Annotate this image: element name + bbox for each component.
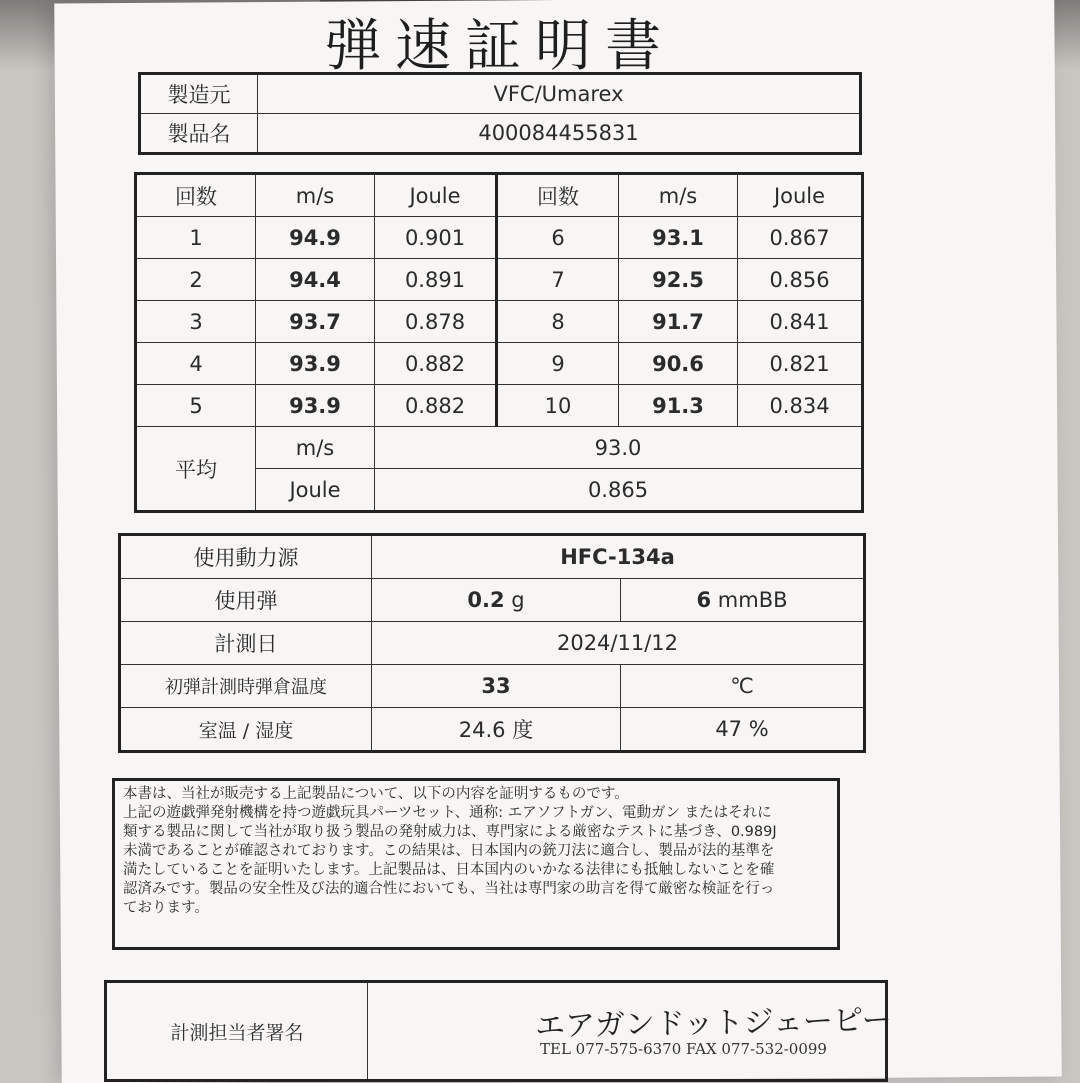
shot-velocity: 93.7: [256, 301, 375, 343]
shot-number: 2: [136, 259, 256, 301]
shot-number: 6: [497, 217, 619, 259]
bb-row: [120, 579, 865, 622]
date-value: 2024/11/12: [372, 622, 865, 665]
shot-energy: 0.841: [738, 301, 863, 343]
shot-velocity: 90.6: [619, 343, 738, 385]
notice-line: 本書は、当社が販売する上記製品について、以下の内容を証明するものです。: [123, 786, 629, 802]
shot-energy: 0.821: [738, 343, 863, 385]
shot-number: 10: [497, 385, 619, 427]
certificate-title: 弾速証明書: [325, 14, 675, 79]
signature-stamp-name: エアガンドットジェーピー: [534, 1002, 893, 1045]
shot-velocity: 91.7: [619, 301, 738, 343]
temp-unit: ℃: [621, 665, 865, 708]
room-label: 室温 / 湿度: [120, 708, 372, 752]
shot-energy: 0.882: [375, 343, 497, 385]
header-row: [136, 174, 863, 217]
notice-line: 未満であることが確認されております。この結果は、日本国内の銃刀法に適合し、製品が法的基準を: [123, 843, 775, 859]
joule-header: Joule: [375, 174, 497, 217]
shot-number: 1: [136, 217, 256, 259]
temp-value: 33: [372, 665, 621, 708]
average-joule-value: 0.865: [375, 469, 863, 512]
joule-header: Joule: [738, 174, 863, 217]
notice-line: 類する製品に関して当社が取り扱う製品の発射威力は、専門家による厳密なテストに基づき、0.989J: [123, 824, 777, 840]
shot-energy: 0.901: [375, 217, 497, 259]
bb-label: 使用弾: [120, 579, 372, 622]
shot-number: 5: [136, 385, 256, 427]
notice-box: [112, 778, 840, 950]
shot-number: 9: [497, 343, 619, 385]
bb-size-value: 6: [696, 588, 712, 612]
bb-weight: [372, 579, 621, 622]
product-row: [140, 114, 861, 154]
bb-size-unit: mmBB: [717, 588, 788, 612]
average-ms-label: m/s: [256, 427, 375, 469]
shot-number: 3: [136, 301, 256, 343]
shot-velocity: 92.5: [619, 259, 738, 301]
bb-weight-value: 0.2: [467, 588, 505, 612]
notice-line: 満たしていることを証明いたします。上記製品は、日本国内のいかなる法律にも抵触しないことを確: [123, 862, 775, 878]
maker-row: [140, 74, 861, 114]
notice-line: 上記の遊戯弾発射機構を持つ遊戯玩具パーツセット、通称: エアソフトガン、電動ガン またはそれに: [123, 805, 772, 821]
velocity-table: [134, 172, 864, 513]
product-label: 製品名: [140, 114, 258, 154]
shot-velocity: 91.3: [619, 385, 738, 427]
shot-energy: 0.834: [738, 385, 863, 427]
date-label: 計測日: [120, 622, 372, 665]
notice-line: ております。: [123, 900, 209, 916]
signature-stamp-tel: TEL 077-575-6370 FAX 077-532-0099: [540, 1040, 827, 1058]
shot-number: 7: [497, 259, 619, 301]
shot-energy: 0.878: [375, 301, 497, 343]
shot-velocity: 93.9: [256, 343, 375, 385]
table-row: [136, 259, 863, 301]
power-label: 使用動力源: [120, 535, 372, 579]
shot-energy: 0.882: [375, 385, 497, 427]
temp-row: [120, 665, 865, 708]
signature-label: 計測担当者署名: [106, 982, 368, 1081]
count-header: 回数: [497, 174, 619, 217]
power-row: [120, 535, 865, 579]
average-ms-value: 93.0: [375, 427, 863, 469]
date-row: [120, 622, 865, 665]
average-label: 平均: [136, 427, 256, 512]
table-row: [136, 385, 863, 427]
shot-velocity: 93.9: [256, 385, 375, 427]
humidity: 47 %: [621, 708, 865, 752]
shot-energy: 0.856: [738, 259, 863, 301]
ms-header: m/s: [256, 174, 375, 217]
room-temp: 24.6 度: [372, 708, 621, 752]
bb-weight-unit: g: [511, 588, 525, 612]
power-value: HFC-134a: [372, 535, 865, 579]
shot-energy: 0.867: [738, 217, 863, 259]
table-row: [136, 343, 863, 385]
table-row: [136, 217, 863, 259]
product-info-table: [138, 72, 862, 155]
room-row: [120, 708, 865, 752]
count-header: 回数: [136, 174, 256, 217]
bb-size: [621, 579, 865, 622]
table-row: [136, 301, 863, 343]
maker-value: VFC/Umarex: [258, 74, 861, 114]
shot-number: 4: [136, 343, 256, 385]
average-joule-label: Joule: [256, 469, 375, 512]
temp-label: 初弾計測時弾倉温度: [120, 665, 372, 708]
shot-number: 8: [497, 301, 619, 343]
shot-energy: 0.891: [375, 259, 497, 301]
product-value: 400084455831: [258, 114, 861, 154]
shot-velocity: 94.4: [256, 259, 375, 301]
average-ms-row: [136, 427, 863, 469]
ms-header: m/s: [619, 174, 738, 217]
maker-label: 製造元: [140, 74, 258, 114]
shot-velocity: 94.9: [256, 217, 375, 259]
shot-velocity: 93.1: [619, 217, 738, 259]
spec-table: [118, 533, 866, 753]
notice-line: 認済みです。製品の安全性及び法的適合性においても、当社は専門家の助言を得て厳密な検証を行っ: [123, 881, 775, 897]
